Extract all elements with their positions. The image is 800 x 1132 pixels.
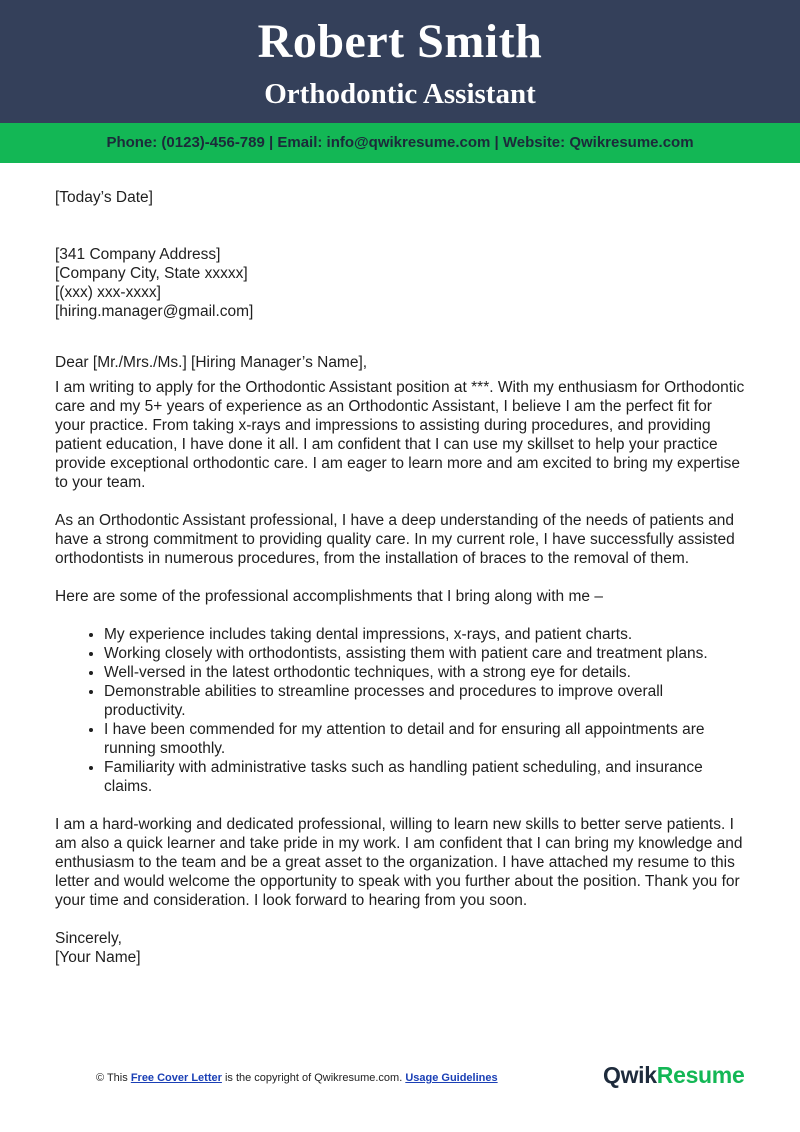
list-item: • Demonstrable abilities to streamline processes and procedures to improve overall productivity. — [104, 682, 745, 720]
list-item: • My experience includes taking dental impressions, x-rays, and patient charts. — [104, 625, 745, 644]
address-line: [Company City, State xxxxx] — [55, 265, 248, 282]
letter-date: [Today’s Date] — [55, 189, 153, 206]
letter-body — [55, 188, 745, 967]
list-item: • Well-versed in the latest orthodontic techniques, with a strong eye for details. — [104, 663, 745, 682]
address-line: [341 Company Address] — [55, 246, 221, 263]
accomplishments-list — [55, 625, 745, 796]
logo-resume: Resume — [656, 1062, 745, 1088]
job-title: Orthodontic Assistant — [264, 78, 536, 110]
list-item: • Working closely with orthodontists, assisting them with patient care and treatment plans. — [104, 644, 745, 663]
recipient-address — [55, 245, 745, 321]
accomplishments-intro: Here are some of the professional accomplishments that I bring along with me – — [55, 588, 603, 605]
signature: [Your Name] — [55, 949, 141, 966]
paragraph-closing: I am a hard-working and dedicated professional, willing to learn new skills to better serve patients. I am also a quick learner and take pride in my work. I am confident that I can bring my knowledge and enthusiasm to the team and be a great asset to the organization. I have attached my resume to this letter and would welcome the opportunity to speak with you further about the position. Thank you for your time and consideration. I look forward to hearing from you soon. — [55, 816, 743, 909]
free-cover-letter-link[interactable]: Free Cover Letter — [130, 1072, 222, 1084]
copyright-footer — [96, 1072, 498, 1084]
address-line: [hiring.manager@gmail.com] — [55, 303, 254, 320]
footer-prefix: © This — [96, 1072, 131, 1084]
salutation: Dear [Mr./Mrs./Ms.] [Hiring Manager’s Name], — [55, 354, 368, 371]
list-item: • Familiarity with administrative tasks such as handling patient scheduling, and insurance claims. — [104, 758, 745, 796]
footer-middle: is the copyright of Qwikresume.com. — [221, 1072, 406, 1084]
paragraph-experience: As an Orthodontic Assistant professional, I have a deep understanding of the needs of patients and have a strong commitment to providing quality care. In my current role, I have successfully assisted orthodontists in numerous procedures, from the installation of braces to the removal of them. — [55, 512, 735, 567]
header-banner — [0, 0, 800, 123]
closing: Sincerely, — [55, 930, 122, 947]
usage-guidelines-link[interactable]: Usage Guidelines — [405, 1072, 498, 1084]
qwikresume-logo — [603, 1062, 744, 1089]
logo-qwik: Qwik — [603, 1062, 657, 1088]
address-line: [(xxx) xxx-xxxx] — [55, 284, 161, 301]
paragraph-intro: I am writing to apply for the Orthodontic Assistant position at ***. With my enthusiasm for Orthodontic care and my 5+ years of experience as an Orthodontic Assistant, I believe I am the perfect fit for your practice. From taking x-rays and impressions to assisting during procedures, and providing patient education, I have done it all. I am confident that I can use my skillset to help your practice provide exceptional orthodontic care. I am eager to learn more and am excited to bring my expertise to your team. — [55, 379, 745, 491]
contact-bar: Phone: (0123)-456-789 | Email: info@qwikresume.com | Website: Qwikresume.com — [0, 123, 800, 163]
list-item: • I have been commended for my attention to detail and for ensuring all appointments are running smoothly. — [104, 720, 745, 758]
applicant-name: Robert Smith — [257, 15, 543, 68]
